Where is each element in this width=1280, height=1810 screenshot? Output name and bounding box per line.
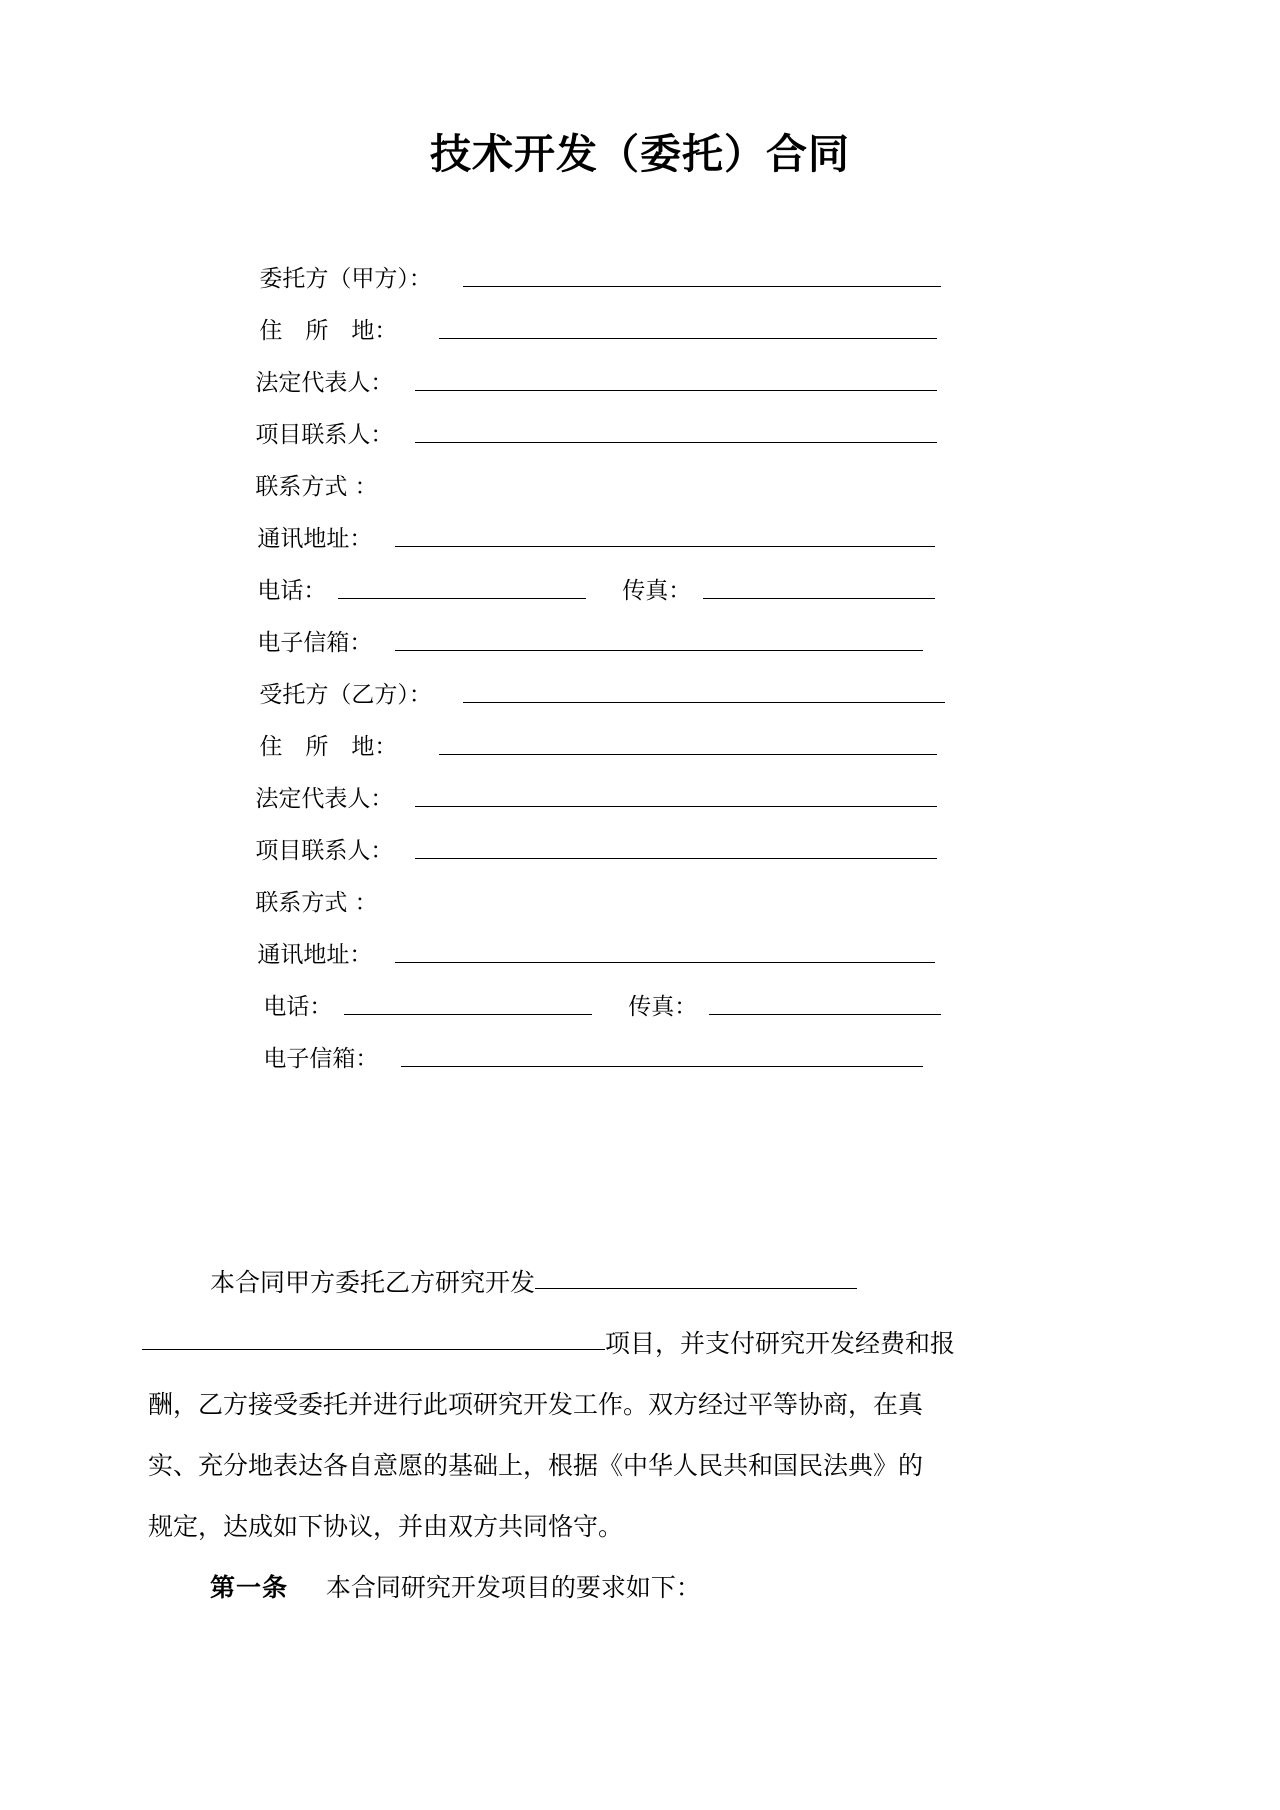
field-row xyxy=(0,617,1280,669)
article-one-text: 本合同研究开发项目的要求如下： xyxy=(325,1573,701,1602)
field-label: 电子信箱： xyxy=(263,1046,379,1072)
field-label: 法定代表人： xyxy=(255,786,394,812)
field-blank-line[interactable] xyxy=(439,338,937,339)
fax-blank-line[interactable] xyxy=(703,598,935,599)
field-row xyxy=(0,409,1280,461)
field-row xyxy=(0,877,1280,929)
field-label: 联系方式 ： xyxy=(255,890,378,916)
field-blank-line[interactable] xyxy=(439,754,937,755)
field-blank-line[interactable] xyxy=(395,650,923,651)
field-row xyxy=(0,305,1280,357)
field-row xyxy=(0,773,1280,825)
field-row xyxy=(0,253,1280,305)
field-label: 住 所 地： xyxy=(259,318,398,344)
phone-fax-row xyxy=(0,565,1280,617)
field-blank-line[interactable] xyxy=(401,1066,923,1067)
field-blank-line[interactable] xyxy=(415,806,937,807)
field-blank-line[interactable] xyxy=(463,286,941,287)
field-row xyxy=(0,1033,1280,1085)
field-row xyxy=(0,357,1280,409)
field-blank-line[interactable] xyxy=(395,546,935,547)
phone-fax-row xyxy=(0,981,1280,1033)
page-title: 技术开发（委托）合同 xyxy=(430,130,850,178)
contract-parties-form xyxy=(0,253,1280,1085)
field-row xyxy=(0,929,1280,981)
preamble-line-1 xyxy=(148,1252,1048,1313)
field-label: 住 所 地： xyxy=(259,734,398,760)
article-one-heading: 第一条 xyxy=(209,1573,288,1602)
field-label: 项目联系人： xyxy=(255,422,394,448)
preamble-line-3: 酬，乙方接受委托并进行此项研究开发工作。双方经过平等协商，在真 xyxy=(148,1390,924,1419)
field-label: 电子信箱： xyxy=(257,630,373,656)
preamble-line-4: 实、充分地表达各自意愿的基础上，根据《中华人民共和国民法典》的 xyxy=(148,1451,924,1480)
field-row xyxy=(0,825,1280,877)
party-b-section xyxy=(0,669,1280,1085)
article-one-row xyxy=(148,1557,1048,1618)
field-blank-line[interactable] xyxy=(415,442,937,443)
phone-label: 电话： xyxy=(263,994,333,1020)
field-blank-line[interactable] xyxy=(415,858,937,859)
phone-blank-line[interactable] xyxy=(338,598,586,599)
fax-label: 传真： xyxy=(628,994,698,1020)
preamble-paragraph xyxy=(148,1252,1048,1618)
field-row xyxy=(0,513,1280,565)
field-label: 联系方式 ： xyxy=(255,474,378,500)
field-label: 项目联系人： xyxy=(255,838,394,864)
preamble-text: 本合同甲方委托乙方研究开发 xyxy=(209,1268,535,1297)
field-label: 法定代表人： xyxy=(255,370,394,396)
preamble-text: 项目，并支付研究开发经费和报 xyxy=(605,1329,956,1358)
field-label: 委托方（甲方）： xyxy=(259,266,432,292)
field-row xyxy=(0,669,1280,721)
field-row xyxy=(0,461,1280,513)
project-name-blank-line-part1[interactable] xyxy=(535,1288,857,1289)
preamble-line-5: 规定，达成如下协议，并由双方共同恪守。 xyxy=(148,1512,624,1541)
fax-blank-line[interactable] xyxy=(709,1014,941,1015)
field-blank-line[interactable] xyxy=(395,962,935,963)
field-row xyxy=(0,721,1280,773)
phone-blank-line[interactable] xyxy=(344,1014,592,1015)
preamble-line-2 xyxy=(148,1313,1048,1374)
field-label: 通讯地址： xyxy=(257,942,373,968)
phone-label: 电话： xyxy=(257,578,327,604)
field-label: 通讯地址： xyxy=(257,526,373,552)
field-blank-line[interactable] xyxy=(415,390,937,391)
field-label: 受托方（乙方）： xyxy=(259,682,432,708)
party-a-section xyxy=(0,253,1280,669)
project-name-blank-line-part2[interactable] xyxy=(142,1349,605,1350)
fax-label: 传真： xyxy=(622,578,692,604)
field-blank-line[interactable] xyxy=(463,702,945,703)
